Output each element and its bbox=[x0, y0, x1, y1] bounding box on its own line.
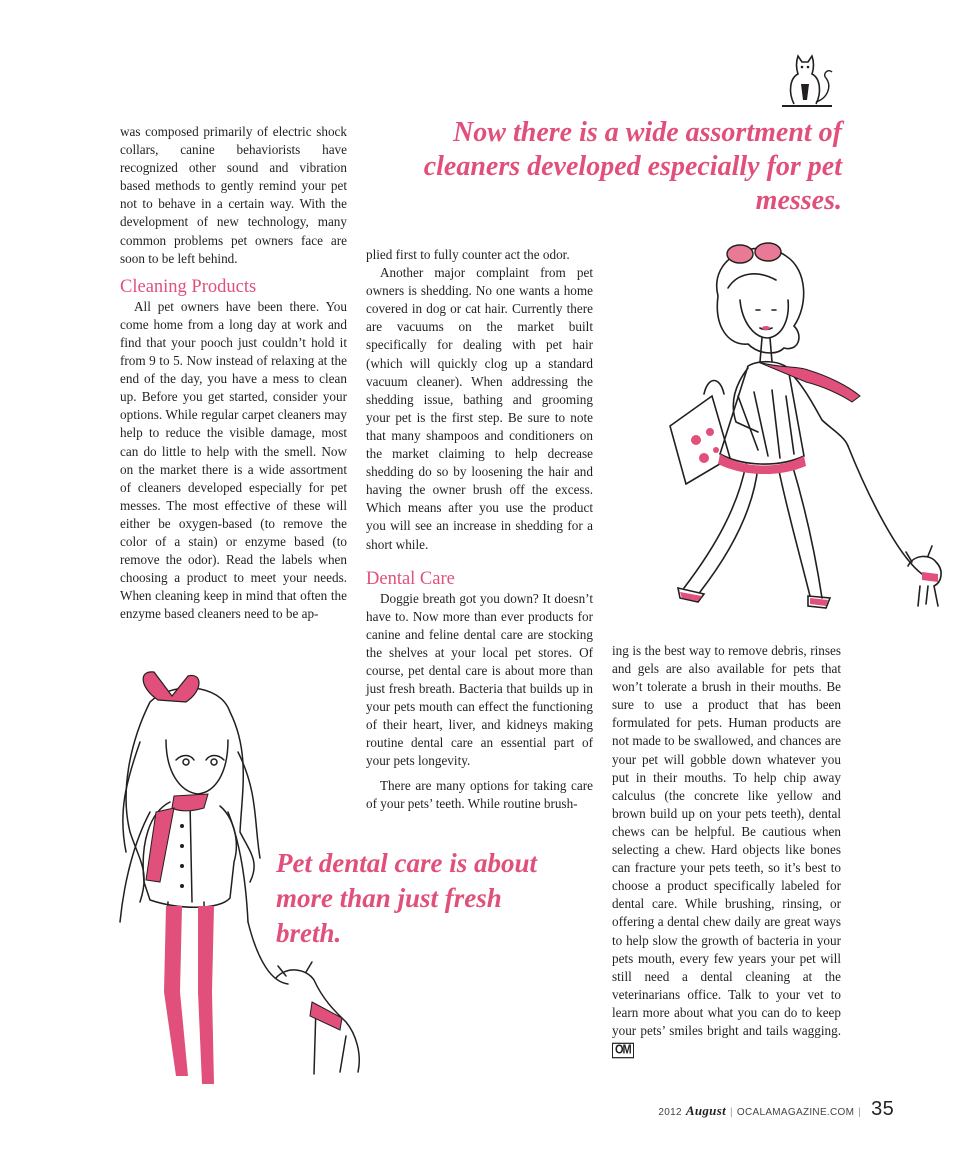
paragraph-dental-1: Doggie breath got you down? It doesn’t have to. Now more than ever products for canine and feline dental care are stocking the shelves at your local pet stores. Of course, pet dental care is about more than just fresh breath. Bacteria that builds up in your pets mouth can effect the functioning of their heart, liver, and kidneys making routine dental care an essential part of your pets longevity. bbox=[366, 590, 593, 769]
pullquote-top: Now there is a wide assortment of cleaners developed especially for pet messes. bbox=[423, 117, 842, 216]
page-number: 35 bbox=[871, 1098, 894, 1120]
paragraph-cleaning: All pet owners have been there. You come home from a long day at work and find that your pooch just couldn’t hold it from 9 to 5. Now instead of relaxing at the end of the day, you have a mess to clean up. Before you get started, consider your options. While regular carpet cleaners may help to reduce the visible damage, most can do little to help with the smell. Now on the market there is a wide assortment of cleaners developed especially for pet messes. The most effective of these will either be oxygen-based (to remove the color of a stain) or enzyme based (to remove the odor). Read the labels when choosing a product to meet your needs. When cleaning keep in mind that often the enzyme based cleaners need to be ap- bbox=[120, 298, 347, 622]
heading-cleaning-products: Cleaning Products bbox=[120, 276, 257, 297]
footer-separator: | bbox=[858, 1107, 862, 1118]
woman-with-shopping-bag-illustration bbox=[608, 236, 953, 626]
paragraph-continued: ing is the best way to remove debris, rinses and gels are also available for pets that won’t tolerate a brush in their mouths. Be sure to use a product that has been formulated for pets. Human products are not made to be swallowed, and chances are your pet will gobble down whatever you put in their mouths. To help chip away calculus (the concrete like yellow and brown build up on your pets teeth), dental chews can be helpful. Be cautious when selecting a chew. Hard objects like bones can fracture your pets teeth, so it’s best to choose a product specifically labeled for dental care. While brushing, rinsing, or offering a dental chew daily are great ways to help slow the growth of bacteria in your pets mouth, every few years your pet will still need a dental cleaning at the veterinarians office. Talk to your vet to learn more about what you can do to keep your pets’ smiles bright and tails wagging. bbox=[612, 643, 841, 1038]
footer-month: August bbox=[685, 1103, 726, 1118]
footer-separator: | bbox=[729, 1107, 733, 1118]
paragraph-dental-2: There are many options for taking care of your pets’ teeth. While routine brush- bbox=[366, 777, 593, 811]
paragraph-shedding: Another major complaint from pet owners is shedding. No one wants a home covered in dog or cat hair. Currently there are vacuums on the market built specifically for dealing with pet hair (which will quickly clog up a standard vacuum cleaner). When addressing the shedding issue, bathing and grooming your pet is the first step. Be sure to note that many shampoos and conditioners on the market claiming to help decrease shedding do so by loosening the hair and having the owner brush off the excess. Which means after you use the product you will see an increase in shedding for a short while. bbox=[366, 265, 593, 552]
footer-site: OCALAMAGAZINE.COM bbox=[736, 1107, 855, 1118]
cat-illustration bbox=[772, 48, 842, 112]
column-1 bbox=[120, 123, 347, 623]
heading-dental-care: Dental Care bbox=[366, 568, 455, 589]
page-footer bbox=[658, 1098, 894, 1121]
column-3 bbox=[612, 642, 841, 1058]
pullquote-bottom: Pet dental care is about more than just fresh breth. bbox=[276, 848, 537, 948]
paragraph-intro: was composed primarily of electric shock collars, canine behaviorists have recognized other sound and vibration based methods to gently remind your pet not to behave in a certain way. With the development of new technology, many common problems pet owners face are soon to be left behind. bbox=[120, 124, 347, 266]
paragraph-continued: plied first to fully counter act the odor. bbox=[366, 247, 570, 262]
end-mark: OM bbox=[612, 1043, 634, 1059]
footer-year: 2012 bbox=[658, 1107, 682, 1118]
